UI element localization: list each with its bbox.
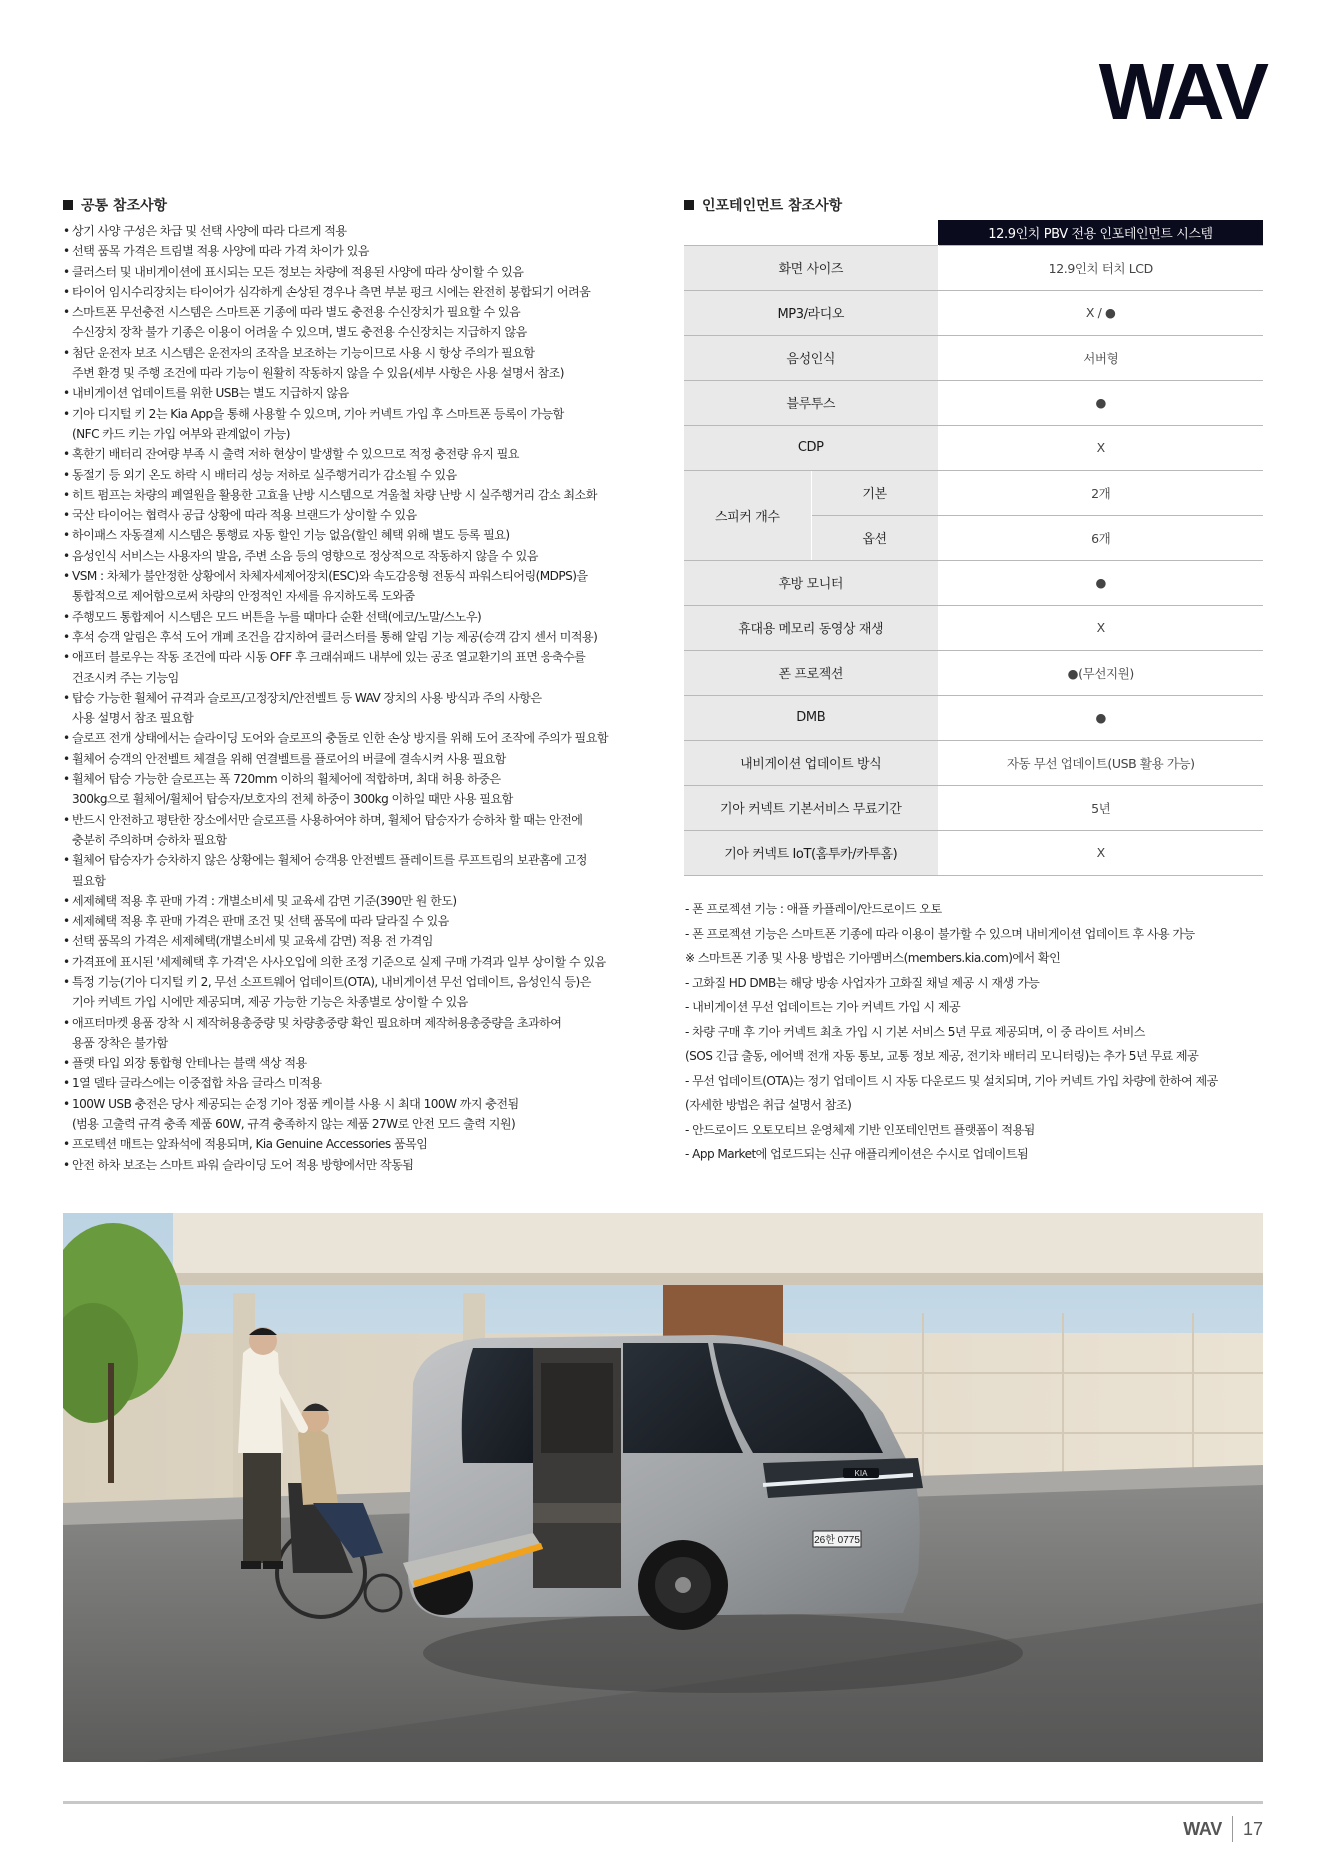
row-label-rear-monitor: 후방 모니터 (684, 560, 938, 605)
common-notes-heading (63, 195, 167, 215)
row-label-portable: 휴대용 메모리 동영상 재생 (684, 605, 938, 650)
page-number: 17 (1242, 1818, 1263, 1839)
note-list-item: • 클러스터 및 내비게이션에 표시되는 모든 정보는 차량에 적용된 사양에 따라 상이할 수 있음 (63, 262, 663, 282)
table-row (684, 695, 1263, 740)
note-list-item: • 후석 승객 알림은 후석 도어 개폐 조건을 감지하여 클러스터를 통해 알림 기능 제공(승객 감지 센서 미적용) (63, 627, 663, 647)
infotainment-notes-list (685, 897, 1265, 1167)
table-row (684, 830, 1263, 875)
note-list-item: • 스마트폰 무선충전 시스템은 스마트폰 기종에 따라 별도 충전용 수신장치가 필요할 수 있음 수신장치 장착 불가 기종은 이용이 어려울 수 있으며, 별도 충전용 수신장치는 지급하지 않음 (63, 302, 663, 343)
note-list-item: • 혹한기 배터리 잔여량 부족 시 출력 저하 현상이 발생할 수 있으므로 적정 충전량 유지 필요 (63, 444, 663, 464)
note-list-item: • 슬로프 전개 상태에서는 슬라이딩 도어와 슬로프의 충돌로 인한 손상 방지를 위해 도어 조작에 주의가 필요함 (63, 728, 663, 748)
row-label-screen: 화면 사이즈 (684, 245, 938, 290)
table-row (684, 605, 1263, 650)
note-list-item: • 휠체어 탑승 가능한 슬로프는 폭 720mm 이하의 휠체어에 적합하며, 최대 허용 하중은 300kg으로 휠체어/휠체어 탑승자/보호자의 전체 하중이 300kg 이하일 때만 사용 필요함 (63, 769, 663, 810)
page-title: WAV (1098, 47, 1266, 136)
note-list-item: • 동절기 등 외기 온도 하락 시 배터리 성능 저하로 실주행거리가 감소될 수 있음 (63, 465, 663, 485)
row-label-kia-connect: 기아 커넥트 기본서비스 무료기간 (684, 785, 938, 830)
row-label-kia-iot: 기아 커넥트 IoT(홈투카/카투홈) (684, 830, 938, 875)
note-list-item: • 세제혜택 적용 후 판매 가격은 판매 조건 및 선택 품목에 따라 달라질 수 있음 (63, 911, 663, 931)
infotainment-note-item: - 고화질 HD DMB는 해당 방송 사업자가 고화질 채널 제공 시 재생 가능 (685, 975, 1040, 990)
footer-divider (63, 1801, 1263, 1804)
row-value-cdp: X (938, 425, 1263, 470)
table-row (684, 425, 1263, 470)
footer-title: WAV (1183, 1818, 1222, 1839)
row-value-dmb: ● (938, 695, 1263, 740)
note-list-item: • 첨단 운전자 보조 시스템은 운전자의 조작을 보조하는 기능이므로 사용 시 항상 주의가 필요함 주변 환경 및 주행 조건에 따라 기능이 원활히 작동하지 않을 수 있음(세부 사항은 사용 설명서 참조) (63, 343, 663, 384)
page-footer (1183, 1816, 1263, 1842)
infotainment-note-item: - 차량 구매 후 기아 커넥트 최초 가입 시 기본 서비스 5년 무료 제공되며, 이 중 라이트 서비스 (685, 1024, 1145, 1039)
row-label-mp3: MP3/라디오 (684, 290, 938, 335)
infotainment-note-item: ※ 스마트폰 기종 및 사용 방법은 기아멤버스(members.kia.com)에서 확인 (685, 951, 1061, 965)
note-list-item: • 프로텍션 매트는 앞좌석에 적용되며, Kia Genuine Accessories 품목임 (63, 1134, 663, 1154)
note-list-item: • 애프터 블로우는 작동 조건에 따라 시동 OFF 후 크래쉬패드 내부에 있는 공조 열교환기의 표면 응축수를 건조시켜 주는 기능임 (63, 647, 663, 688)
table-row (684, 380, 1263, 425)
note-list-item: • 음성인식 서비스는 사용자의 발음, 주변 소음 등의 영향으로 정상적으로 작동하지 않을 수 있음 (63, 546, 663, 566)
infotainment-note-item: - 무선 업데이트(OTA)는 정기 업데이트 시 자동 다운로드 및 설치되며, 기아 커넥트 가입 차량에 한하여 제공 (685, 1073, 1218, 1088)
note-list-item: • 국산 타이어는 협력사 공급 상황에 따라 적용 브랜드가 상이할 수 있음 (63, 505, 663, 525)
infotainment-table (684, 220, 1263, 876)
row-value-voice: 서버형 (938, 335, 1263, 380)
note-list-item: • 가격표에 표시된 '세제혜택 후 가격'은 사사오입에 의한 조정 기준으로 실제 구매 가격과 일부 상이할 수 있음 (63, 952, 663, 972)
table-row (684, 335, 1263, 380)
infotainment-heading (684, 195, 842, 215)
note-list-item: • 히트 펌프는 차량의 폐열원을 활용한 고효율 난방 시스템으로 겨울철 차량 난방 시 실주행거리 감소 최소화 (63, 485, 663, 505)
row-label-speaker: 스피커 개수 (684, 470, 811, 560)
note-list-item: • 세제혜택 적용 후 판매 가격 : 개별소비세 및 교육세 감면 기준(390만 원 한도) (63, 891, 663, 911)
table-row (684, 560, 1263, 605)
license-plate-text: 26한 0775 (814, 1535, 860, 1546)
row-value-kia-iot: X (938, 830, 1263, 875)
row-sublabel-speaker-basic: 기본 (811, 470, 938, 515)
infotainment-note-item: - 폰 프로젝션 기능 : 애플 카플레이/안드로이드 오토 (685, 902, 942, 916)
table-row (684, 470, 1263, 515)
table-row (684, 650, 1263, 695)
table-row (684, 290, 1263, 335)
row-value-phone-projection: ●(무선지원) (938, 650, 1263, 695)
note-list-item: • 100W USB 충전은 당사 제공되는 순정 기아 정품 케이블 사용 시 최대 100W 까지 충전됨 (범용 고출력 규격 충족 제품 60W, 규격 충족하지 않는 제품 27W로 안전 모드 출력 지원) (63, 1094, 663, 1135)
infotainment-heading-label: 인포테인먼트 참조사항 (702, 198, 843, 214)
table-row (684, 785, 1263, 830)
note-list-item: • 안전 하차 보조는 스마트 파워 슬라이딩 도어 적용 방향에서만 작동됨 (63, 1155, 663, 1175)
note-list-item: • 선택 품목의 가격은 세제혜택(개별소비세 및 교육세 감면) 적용 전 가격임 (63, 931, 663, 951)
row-value-speaker-basic: 2개 (938, 470, 1263, 515)
note-list-item: • 타이어 임시수리장치는 타이어가 심각하게 손상된 경우나 측면 부분 펑크 시에는 완전히 봉합되기 어려움 (63, 282, 663, 302)
table-header-blank (684, 220, 938, 245)
kia-badge-text: KIA (854, 1469, 868, 1478)
note-list-item: • 휠체어 탑승자가 승차하지 않은 상황에는 휠체어 승객용 안전벨트 플레이트를 루프트림의 보관홈에 고정 필요함 (63, 850, 663, 891)
infotainment-note-item: - 안드로이드 오토모티브 운영체제 기반 인포테인먼트 플랫폼이 적용됨 (685, 1122, 1035, 1137)
table-row (684, 740, 1263, 785)
note-list-item: • 상기 사양 구성은 차급 및 선택 사양에 따라 다르게 적용 (63, 221, 663, 241)
common-notes-heading-label: 공통 참조사항 (81, 198, 168, 214)
vehicle-photo (63, 1213, 1263, 1762)
note-list-item: • 반드시 안전하고 평탄한 장소에서만 슬로프를 사용하여야 하며, 휠체어 탑승자가 승하차 할 때는 안전에 충분히 주의하며 승하차 필요함 (63, 810, 663, 851)
table-row (684, 245, 1263, 290)
row-label-dmb: DMB (684, 695, 938, 740)
square-bullet-icon (63, 200, 73, 210)
infotainment-note-item: - 내비게이션 무선 업데이트는 기아 커넥트 가입 시 제공 (685, 1000, 961, 1014)
row-value-speaker-option: 6개 (938, 515, 1263, 560)
infotainment-note-item: - 폰 프로젝션 기능은 스마트폰 기종에 따라 이용이 불가할 수 있으며 내비게이션 업데이트 후 사용 가능 (685, 926, 1195, 941)
note-list-item: • VSM : 차체가 불안정한 상황에서 차체자세제어장치(ESC)와 속도감응형 전동식 파워스티어링(MDPS)을 통합적으로 제어함으로써 차량의 안정적인 자세를 유지하도록 도와줌 (63, 566, 663, 607)
infotainment-note-item: - App Market에 업로드되는 신규 애플리케이션은 수시로 업데이트됨 (685, 1147, 1029, 1161)
row-label-voice: 음성인식 (684, 335, 938, 380)
note-list-item: • 기아 디지털 키 2는 Kia App을 통해 사용할 수 있으며, 기아 커넥트 가입 후 스마트폰 등록이 가능함 (NFC 카드 키는 가입 여부와 관계없이 가능) (63, 404, 663, 445)
square-bullet-icon (684, 200, 694, 210)
note-list-item: • 1열 델타 글라스에는 이중접합 차음 글라스 미적용 (63, 1073, 663, 1093)
table-header-system: 12.9인치 PBV 전용 인포테인먼트 시스템 (938, 220, 1263, 245)
row-value-mp3: X / ● (938, 290, 1263, 335)
row-value-portable: X (938, 605, 1263, 650)
row-label-bluetooth: 블루투스 (684, 380, 938, 425)
note-list-item: • 특정 기능(기아 디지털 키 2, 무선 소프트웨어 업데이트(OTA), 내비게이션 무선 업데이트, 음성인식 등)은 기아 커넥트 가입 시에만 제공되며, 제공 가능한 기능은 차종별로 상이할 수 있음 (63, 972, 663, 1013)
row-sublabel-speaker-option: 옵션 (811, 515, 938, 560)
note-list-item: • 탑승 가능한 휠체어 규격과 슬로프/고정장치/안전벨트 등 WAV 장치의 사용 방식과 주의 사항은 사용 설명서 참조 필요함 (63, 688, 663, 729)
note-list-item: • 휠체어 승객의 안전벨트 체결을 위해 연결벨트를 플로어의 버클에 결속시켜 사용 필요함 (63, 749, 663, 769)
note-list-item: • 선택 품목 가격은 트림별 적용 사양에 따라 가격 차이가 있음 (63, 241, 663, 261)
infotainment-note-item: (SOS 긴급 출동, 에어백 전개 자동 통보, 교통 정보 제공, 전기차 배터리 모니터링)는 추가 5년 무료 제공 (685, 1049, 1199, 1063)
common-notes-list (63, 221, 663, 1175)
row-value-kia-connect: 5년 (938, 785, 1263, 830)
footer-separator (1232, 1816, 1233, 1842)
note-list-item: • 하이패스 자동결제 시스템은 통행료 자동 할인 기능 없음(할인 혜택 위해 별도 등록 필요) (63, 525, 663, 545)
note-list-item: • 주행모드 통합제어 시스템은 모드 버튼을 누를 때마다 순환 선택(에코/노말/스노우) (63, 607, 663, 627)
note-list-item: • 내비게이션 업데이트를 위한 USB는 별도 지급하지 않음 (63, 383, 663, 403)
row-value-bluetooth: ● (938, 380, 1263, 425)
note-list-item: • 플랫 타입 외장 통합형 안테나는 블랙 색상 적용 (63, 1053, 663, 1073)
note-list-item: • 애프터마켓 용품 장착 시 제작허용총중량 및 차량총중량 확인 필요하며 제작허용총중량을 초과하여 용품 장착은 불가함 (63, 1013, 663, 1054)
row-label-phone-projection: 폰 프로젝션 (684, 650, 938, 695)
row-label-nav-update: 내비게이션 업데이트 방식 (684, 740, 938, 785)
row-value-rear-monitor: ● (938, 560, 1263, 605)
infotainment-note-item: (자세한 방법은 취급 설명서 참조) (685, 1098, 852, 1112)
row-value-nav-update: 자동 무선 업데이트(USB 활용 가능) (938, 740, 1263, 785)
row-value-screen: 12.9인치 터치 LCD (938, 245, 1263, 290)
row-label-cdp: CDP (684, 425, 938, 470)
